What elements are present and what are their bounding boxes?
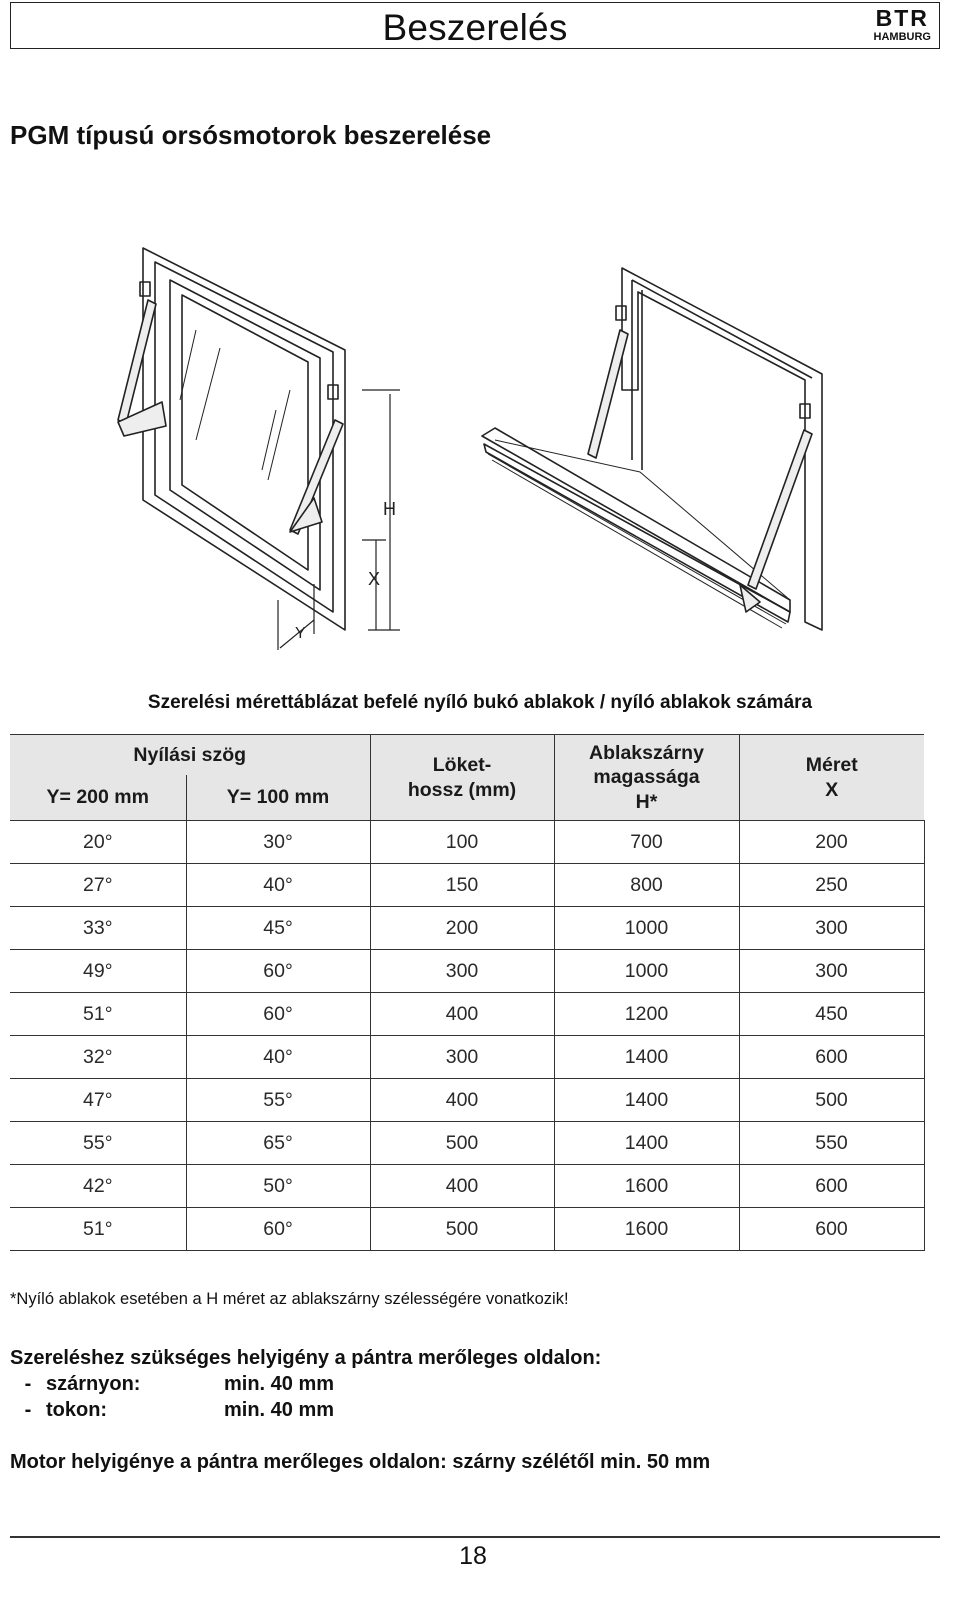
table-row	[10, 993, 924, 1036]
page-header	[10, 2, 940, 49]
table-cell: 40°	[186, 1036, 370, 1079]
brand-name: BTR	[875, 5, 929, 31]
table-cell: 20°	[10, 821, 186, 864]
table-cell: 60°	[186, 1208, 370, 1251]
table-cell: 600	[739, 1165, 924, 1208]
table-cell: 400	[370, 1079, 554, 1122]
table-row	[10, 907, 924, 950]
table-cell: 600	[739, 1036, 924, 1079]
table-cell: 200	[739, 821, 924, 864]
footer-divider	[10, 1536, 940, 1538]
table-cell: 1000	[554, 907, 739, 950]
table-row	[10, 821, 924, 864]
table-row	[10, 1165, 924, 1208]
table-cell: 40°	[186, 864, 370, 907]
requirement-label: tokon:	[46, 1399, 108, 1421]
table-cell: 33°	[10, 907, 186, 950]
dimension-h-label: H	[383, 499, 396, 519]
table-cell: 65°	[186, 1122, 370, 1165]
table-cell: 300	[370, 1036, 554, 1079]
table-cell: 60°	[186, 950, 370, 993]
table-cell: 450	[739, 993, 924, 1036]
table-cell: 400	[370, 1165, 554, 1208]
right-window-drawing	[482, 268, 822, 630]
installation-size-table	[10, 734, 925, 1251]
table-cell: 50°	[186, 1165, 370, 1208]
table-row	[10, 1079, 924, 1122]
motor-space-note: Motor helyigénye a pántra merőleges oldalon: szárny szélétől min. 50 mm	[10, 1451, 711, 1473]
requirement-value: min. 40 mm	[224, 1399, 335, 1421]
table-cell: 150	[370, 864, 554, 907]
table-cell: 250	[739, 864, 924, 907]
table-cell: 500	[370, 1208, 554, 1251]
header-y-200: Y= 200 mm	[10, 775, 186, 821]
table-cell: 1000	[554, 950, 739, 993]
header-opening-angle: Nyílási szög	[10, 735, 370, 776]
table-cell: 55°	[186, 1079, 370, 1122]
brand-logo	[874, 5, 931, 43]
table-cell: 27°	[10, 864, 186, 907]
table-cell: 300	[739, 907, 924, 950]
table-body	[10, 821, 924, 1251]
section-title: PGM típusú orsósmotorok beszerelése	[10, 120, 492, 150]
table-cell: 700	[554, 821, 739, 864]
header-stroke-length: Löket- hossz (mm)	[370, 735, 554, 821]
installation-illustrations	[100, 240, 860, 660]
table-cell: 30°	[186, 821, 370, 864]
table-cell: 1400	[554, 1122, 739, 1165]
header-sash-height: Ablakszárny magassága H*	[554, 735, 739, 821]
brand-subtitle: HAMBURG	[873, 31, 931, 43]
requirement-item-sash	[10, 1371, 601, 1397]
table-cell: 400	[370, 993, 554, 1036]
table-cell: 800	[554, 864, 739, 907]
table-cell: 32°	[10, 1036, 186, 1079]
table-cell: 200	[370, 907, 554, 950]
space-requirements	[10, 1345, 601, 1423]
table-cell: 550	[739, 1122, 924, 1165]
page-number: 18	[459, 1542, 487, 1570]
table-cell: 1400	[554, 1036, 739, 1079]
table-cell: 55°	[10, 1122, 186, 1165]
table-row	[10, 950, 924, 993]
header-size-x: Méret X	[739, 735, 924, 821]
table-cell: 600	[739, 1208, 924, 1251]
requirement-dash: -	[24, 1373, 32, 1395]
left-window-drawing	[118, 248, 345, 630]
requirement-value: min. 40 mm	[224, 1373, 335, 1395]
table-cell: 1400	[554, 1079, 739, 1122]
requirement-dash: -	[24, 1399, 32, 1421]
table-row	[10, 1036, 924, 1079]
table-cell: 1600	[554, 1208, 739, 1251]
table-row	[10, 1122, 924, 1165]
requirements-title: Szereléshez szükséges helyigény a pántra merőleges oldalon:	[10, 1347, 602, 1369]
table-row	[10, 1208, 924, 1251]
header-y-100: Y= 100 mm	[186, 775, 370, 821]
requirement-item-frame	[10, 1397, 601, 1423]
table-caption: Szerelési mérettáblázat befelé nyíló bukó ablakok / nyíló ablakok számára	[147, 692, 813, 713]
table-cell: 51°	[10, 993, 186, 1036]
table-row	[10, 864, 924, 907]
page-title: Beszerelés	[382, 7, 568, 48]
table-cell: 1600	[554, 1165, 739, 1208]
table-cell: 42°	[10, 1165, 186, 1208]
dimension-y-label: Y	[295, 625, 306, 642]
table-cell: 500	[370, 1122, 554, 1165]
table-cell: 47°	[10, 1079, 186, 1122]
table-cell: 45°	[186, 907, 370, 950]
table-cell: 100	[370, 821, 554, 864]
requirement-label: szárnyon:	[46, 1373, 141, 1395]
table-cell: 1200	[554, 993, 739, 1036]
table-cell: 300	[370, 950, 554, 993]
dimension-x-label: X	[368, 569, 381, 589]
table-cell: 500	[739, 1079, 924, 1122]
table-cell: 60°	[186, 993, 370, 1036]
footnote: *Nyíló ablakok esetében a H méret az ablakszárny szélességére vonatkozik!	[10, 1290, 569, 1308]
table-cell: 300	[739, 950, 924, 993]
table-cell: 49°	[10, 950, 186, 993]
table-cell: 51°	[10, 1208, 186, 1251]
